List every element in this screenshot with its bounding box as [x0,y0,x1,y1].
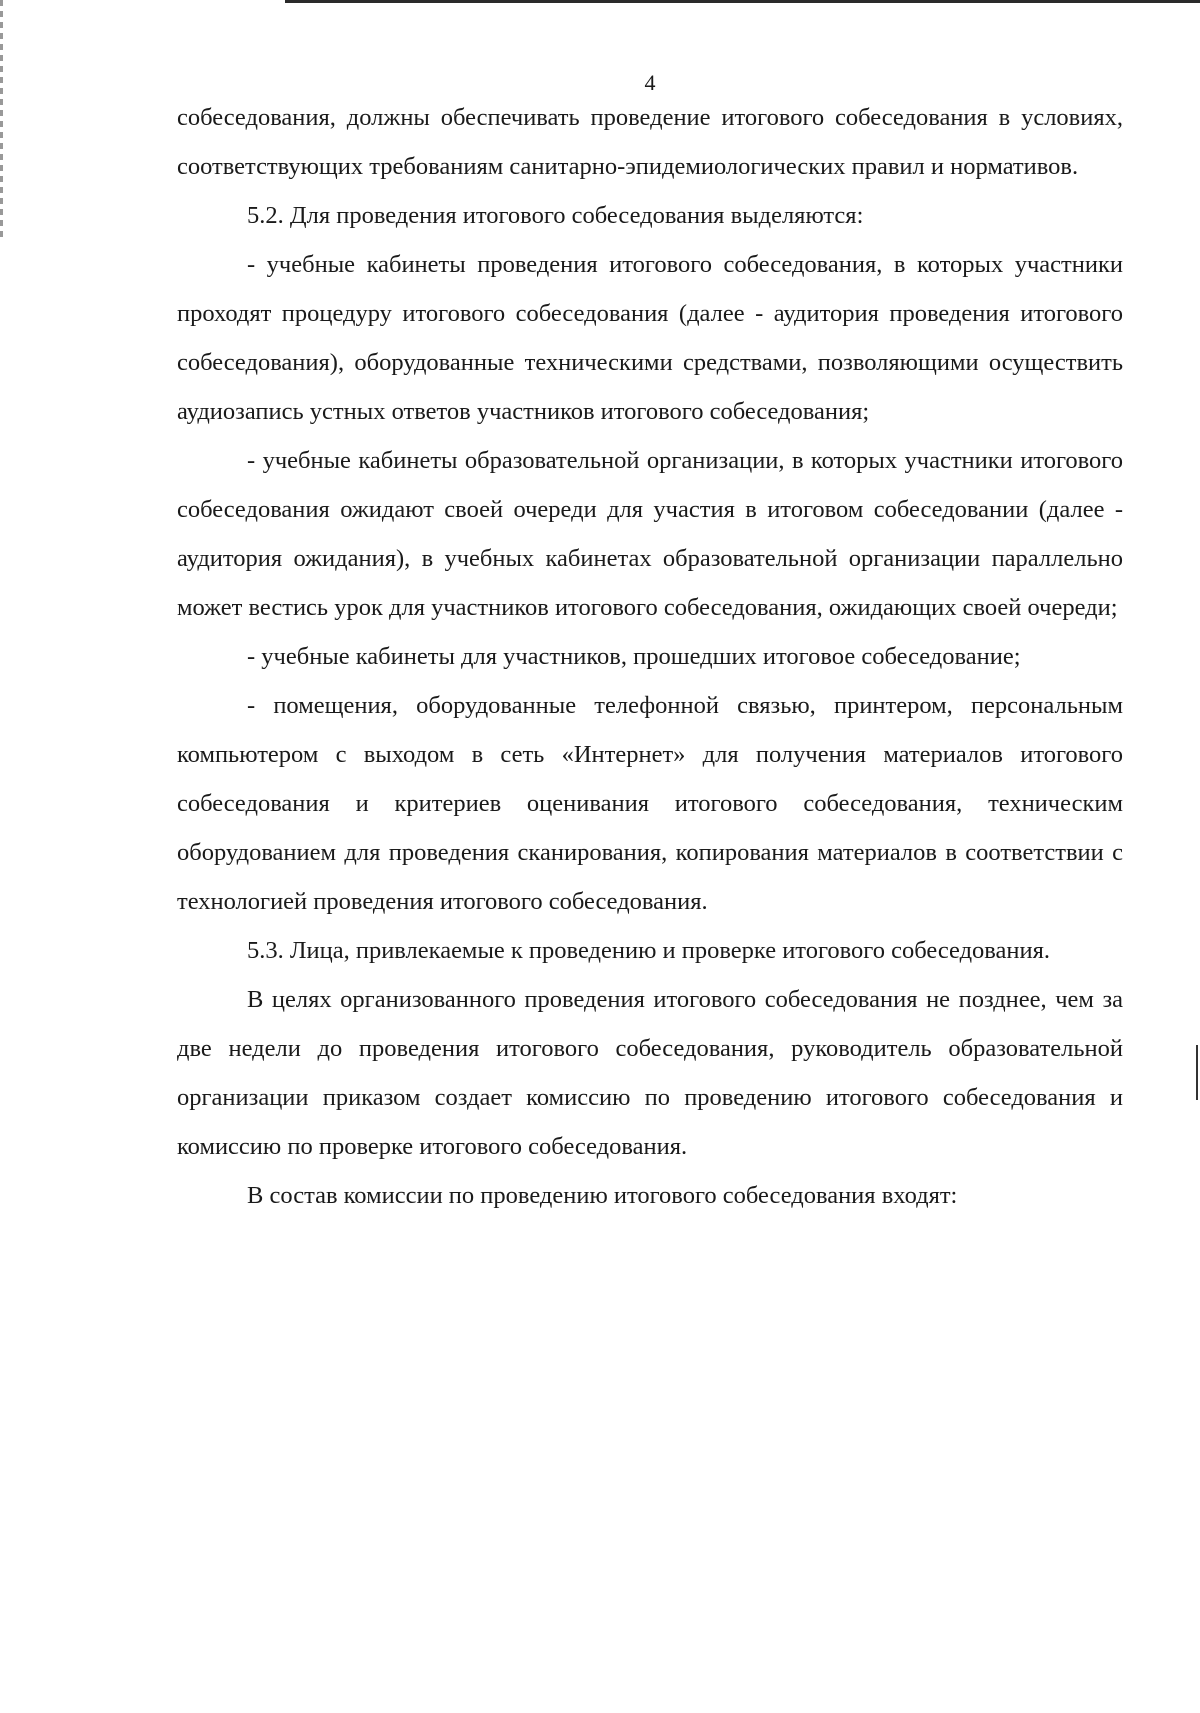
list-item-waiting-rooms: - учебные кабинеты образовательной организации, в которых участники итогового собеседования ожидают своей очереди для участия в итоговом собеседовании (далее - аудитория ожидания), в учебных кабинетах образовательной организации параллельно может вестись урок для участников итогового собеседования, ожидающих своей очереди; [177,447,1123,621]
page-number: 4 [644,70,656,95]
scan-edge-left [0,0,3,240]
list-item-exam-rooms: - учебные кабинеты проведения итогового собеседования, в которых участники проходят процедуру итогового собеседования (далее - аудитория проведения итогового собеседования), оборудованные техническими средствами, позволяющими осуществить аудиозапись устных ответов участников итогового собеседования; [177,251,1123,425]
paragraph-commission-composition: В состав комиссии по проведению итогового собеседования входят: [247,1182,958,1209]
paragraph-commissions: В целях организованного проведения итогового собеседования не позднее, чем за две недели до проведения итогового собеседования, руководитель образовательной организации приказом создает комиссию по проведению итогового собеседования и комиссию по проверке итогового собеседования. [177,986,1123,1160]
section-heading-5-2: 5.2. Для проведения итогового собеседования выделяются: [247,202,864,229]
paragraph-continuation: собеседования, должны обеспечивать проведение итогового собеседования в условиях, соответствующих требованиям санитарно-эпидемиологических правил и нормативов. [177,104,1123,180]
document-body [177,93,1123,1220]
scan-edge-right [1196,1045,1198,1100]
section-heading-5-3: 5.3. Лица, привлекаемые к проведению и проверке итогового собеседования. [247,937,1051,964]
list-item-equipped-premises: - помещения, оборудованные телефонной связью, принтером, персональным компьютером с выходом в сеть «Интернет» для получения материалов итогового собеседования и критериев оценивания итогового собеседования, техническим оборудованием для проведения сканирования, копирования материалов в соответствии с технологией проведения итогового собеседования. [177,692,1123,915]
list-item-finished-rooms: - учебные кабинеты для участников, прошедших итоговое собеседование; [247,643,1021,670]
scan-edge-top [285,0,1200,3]
